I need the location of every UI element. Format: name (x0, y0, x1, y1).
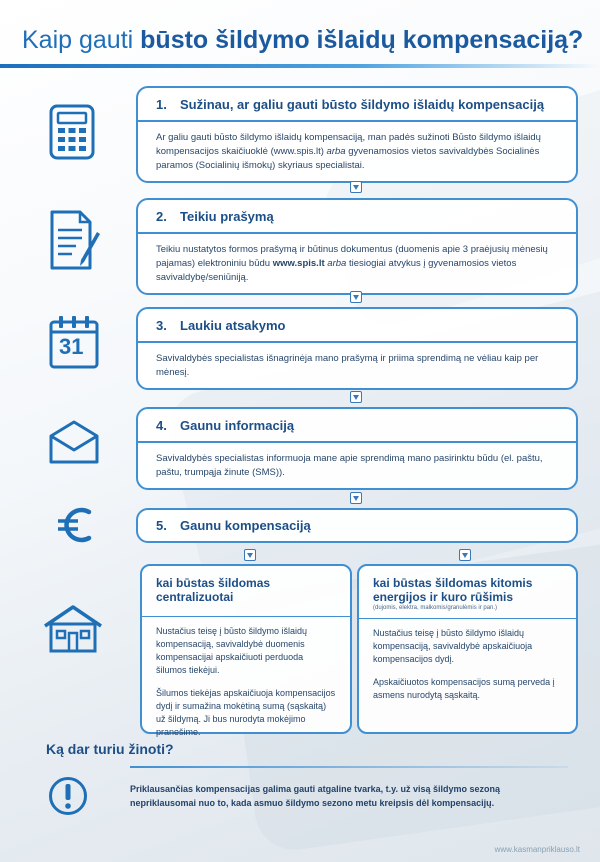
down-arrow-icon (244, 549, 256, 561)
step-1-description (138, 122, 576, 181)
step-number: 2. (156, 208, 167, 224)
step-3-description (138, 343, 576, 388)
title-underline (0, 64, 600, 68)
step-4-description (138, 443, 576, 488)
other-heating-subtitle: (dujomis, elektra, malkomis/granulėmis ir pan.) (373, 605, 498, 611)
down-arrow-icon (459, 549, 471, 561)
step-3-box (136, 307, 578, 390)
step-4-heading (138, 409, 576, 443)
step-1-box (136, 86, 578, 183)
central-heating-title: kai būstas šildomas centralizuotai (156, 576, 271, 604)
divider (142, 616, 350, 617)
step-1-heading (138, 88, 576, 122)
other-heating-text-2: Apskaičiuotos kompensacijos sumą perveda į asmens nurodytą sąskaitą. (373, 677, 555, 700)
central-heating-text-1: Nustačius teisę į būsto šildymo išlaidų kompensaciją, savivaldybė duomenis kompensacijai apskaičiuoti perduoda šilumos tiekėjui. (156, 626, 308, 675)
step-text: gyvenamosios vietos savivaldybės Socialinės paramos (Socialinių išmokų) skyriaus specialistai. (156, 146, 540, 171)
step-text: Savivaldybės specialistas informuoja mane apie sprendimą mano pasirinktu būdu (el. paštu, paštu, trumpąja žinute (SMS)). (156, 453, 543, 478)
step-5-box (136, 508, 578, 543)
step-number: 5. (156, 518, 167, 533)
step-number: 4. (156, 417, 167, 433)
down-arrow-icon (350, 391, 362, 403)
euro-icon (56, 504, 94, 551)
step-title: Laukiu atsakymo (180, 317, 286, 333)
step-text: Teikiu nustatytos formos prašymą ir būtinus dokumentus (duomenis apie 3 praėjusių mėnesių pajamas) elektroniniu būdu (156, 244, 548, 269)
step-2-box (136, 198, 578, 295)
step-text: Savivaldybės specialistas išnagrinėja mano prašymą ir priima sprendimą ne vėliau kaip per mėnesį. (156, 353, 539, 378)
step-title: Sužinau, ar galiu gauti būsto šildymo išlaidų kompensaciją (180, 96, 545, 112)
page-title (22, 26, 583, 55)
title-prefix: Kaip gauti (22, 26, 134, 54)
step-text: Ar galiu gauti būsto šildymo išlaidų kompensaciją, man padės sužinoti Būsto šildymo išlaidų kompensacijos skaičiuoklė (www.spis.lt) (156, 132, 541, 157)
step-text-italic: arba (326, 146, 346, 157)
step-text-italic: arba (327, 258, 347, 269)
other-heating-text-1: Nustačius teisę į būsto šildymo išlaidų kompensaciją, savivaldybė apskaičiuoja kompensacijos dydį. (373, 628, 533, 664)
calculator-icon (48, 104, 96, 165)
other-heating-title: kai būstas šildomas kitomis energijos ir kuro rūšimis (373, 576, 533, 604)
website-link[interactable]: www.spis.lt (272, 258, 325, 269)
central-heating-box (140, 564, 352, 737)
step-title: Gaunu informaciją (180, 417, 295, 433)
exclamation-icon (48, 776, 88, 821)
step-title: Teikiu prašymą (180, 208, 274, 224)
down-arrow-icon (350, 291, 362, 303)
step-text: tiesiogiai atvykus į gyvenamosios vietos savivaldybę/seniūniją. (156, 258, 517, 283)
step-4-box (136, 407, 578, 490)
house-icon (42, 604, 104, 659)
down-arrow-icon (350, 492, 362, 504)
central-heating-text-2: Šilumos tiekėjas apskaičiuoja kompensacijos dydį ir sumažina mokėtiną sumą (sąskaitą) už šildymą. Ji bus nurodyta mokėjimo pranešime. (156, 688, 336, 737)
divider (359, 618, 576, 619)
divider (130, 766, 568, 768)
step-3-heading (138, 309, 576, 343)
document-pen-icon (48, 210, 104, 277)
know-heading: Ką dar turiu žinoti? (46, 741, 174, 757)
other-heating-box (357, 564, 578, 734)
calendar-day-number: 31 (59, 334, 84, 359)
important-note: Priklausančias kompensacijas galima gauti atgaline tvarka, t.y. už visą šildymo sezoną nepriklausomai nuo to, kada asmuo šildymo sezono metu kreipsis dėl kompensacijų. (130, 784, 500, 808)
title-bold: būsto šildymo išlaidų kompensaciją? (140, 26, 584, 54)
step-2-description (138, 234, 576, 293)
step-number: 1. (156, 96, 167, 112)
footer-website[interactable]: www.kasmanpriklauso.lt (494, 845, 580, 854)
step-2-heading (138, 200, 576, 234)
step-number: 3. (156, 317, 167, 333)
envelope-icon (48, 420, 100, 469)
step-title: Gaunu kompensaciją (180, 518, 311, 533)
calendar-icon (48, 314, 100, 375)
step-5-heading (138, 510, 576, 541)
down-arrow-icon (350, 181, 362, 193)
